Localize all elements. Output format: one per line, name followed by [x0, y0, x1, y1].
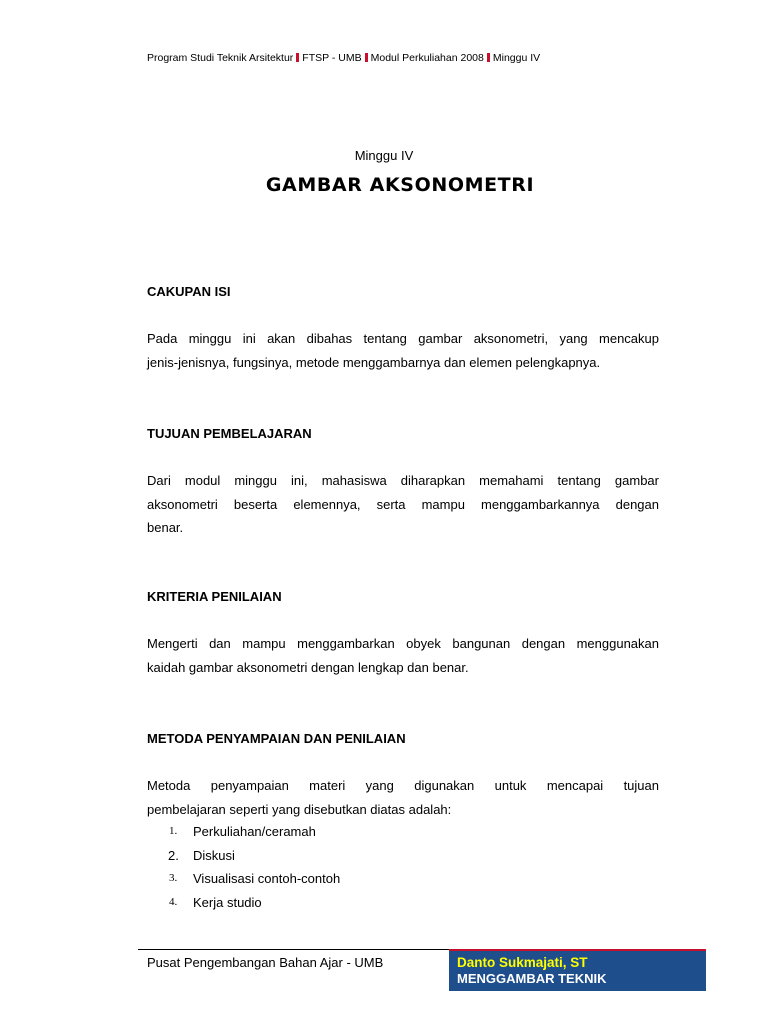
method-paragraph: [147, 774, 659, 821]
paragraph-line: Dari modul minggu ini, mahasiswa diharapkan memahami tentang gambar: [147, 473, 659, 488]
footer-author: Danto Sukmajati, ST: [457, 955, 588, 970]
scope-heading: CAKUPAN ISI: [147, 284, 231, 299]
paragraph-line: Pada minggu ini akan dibahas tentang gambar aksonometri, yang mencakup: [147, 331, 659, 346]
list-item: [147, 867, 340, 891]
header-program: Program Studi Teknik Arsitektur: [147, 52, 294, 64]
header-faculty: FTSP - UMB: [302, 52, 362, 64]
paragraph-line: Metoda penyampaian materi yang digunakan untuk mencapai tujuan: [147, 778, 659, 793]
list-label: Kerja studio: [193, 894, 262, 910]
header-module: Modul Perkuliahan 2008: [370, 52, 484, 64]
criteria-heading: KRITERIA PENILAIAN: [147, 589, 282, 604]
objectives-heading: TUJUAN PEMBELAJARAN: [147, 426, 312, 441]
footer-author-box: [449, 949, 706, 991]
list-number: 2.: [168, 847, 179, 863]
list-label: Visualisasi contoh-contoh: [193, 871, 341, 886]
scope-paragraph: [147, 327, 659, 374]
header-separator: [296, 53, 299, 62]
list-number: 3.: [169, 872, 178, 884]
list-label: Perkuliahan/ceramah: [193, 824, 316, 839]
criteria-paragraph: [147, 632, 659, 679]
list-item: [147, 891, 340, 915]
paragraph-line: Mengerti dan mampu menggambarkan obyek bangunan dengan menggunakan: [147, 636, 659, 651]
method-heading: METODA PENYAMPAIAN DAN PENILAIAN: [147, 731, 406, 746]
footer-publisher: Pusat Pengembangan Bahan Ajar - UMB: [147, 955, 384, 970]
paragraph-line: aksonometri beserta elemennya, serta mampu menggambarkannya dengan: [147, 496, 659, 512]
paragraph-line: kaidah gambar aksonometri dengan lengkap dan benar.: [147, 659, 469, 675]
objectives-paragraph: [147, 469, 659, 540]
paragraph-line: jenis-jenisnya, fungsinya, metode menggambarnya dan elemen pelengkapnya.: [147, 354, 601, 370]
header-separator: [365, 53, 368, 62]
list-number: 4.: [169, 895, 178, 908]
header-separator: [487, 53, 490, 62]
week-label: Minggu IV: [354, 148, 414, 163]
list-item: [147, 820, 340, 844]
list-number: 1.: [169, 825, 178, 837]
paragraph-line: benar.: [147, 520, 184, 535]
footer-course: MENGGAMBAR TEKNIK: [457, 971, 607, 986]
paragraph-line: pembelajaran seperti yang disebutkan diatas adalah:: [147, 801, 452, 817]
header-week: Minggu IV: [492, 52, 541, 64]
page-title: GAMBAR AKSONOMETRI: [265, 174, 535, 196]
method-list: [147, 820, 340, 914]
list-label: Diskusi: [193, 847, 235, 863]
list-item: [147, 844, 340, 868]
running-header: [147, 52, 540, 64]
